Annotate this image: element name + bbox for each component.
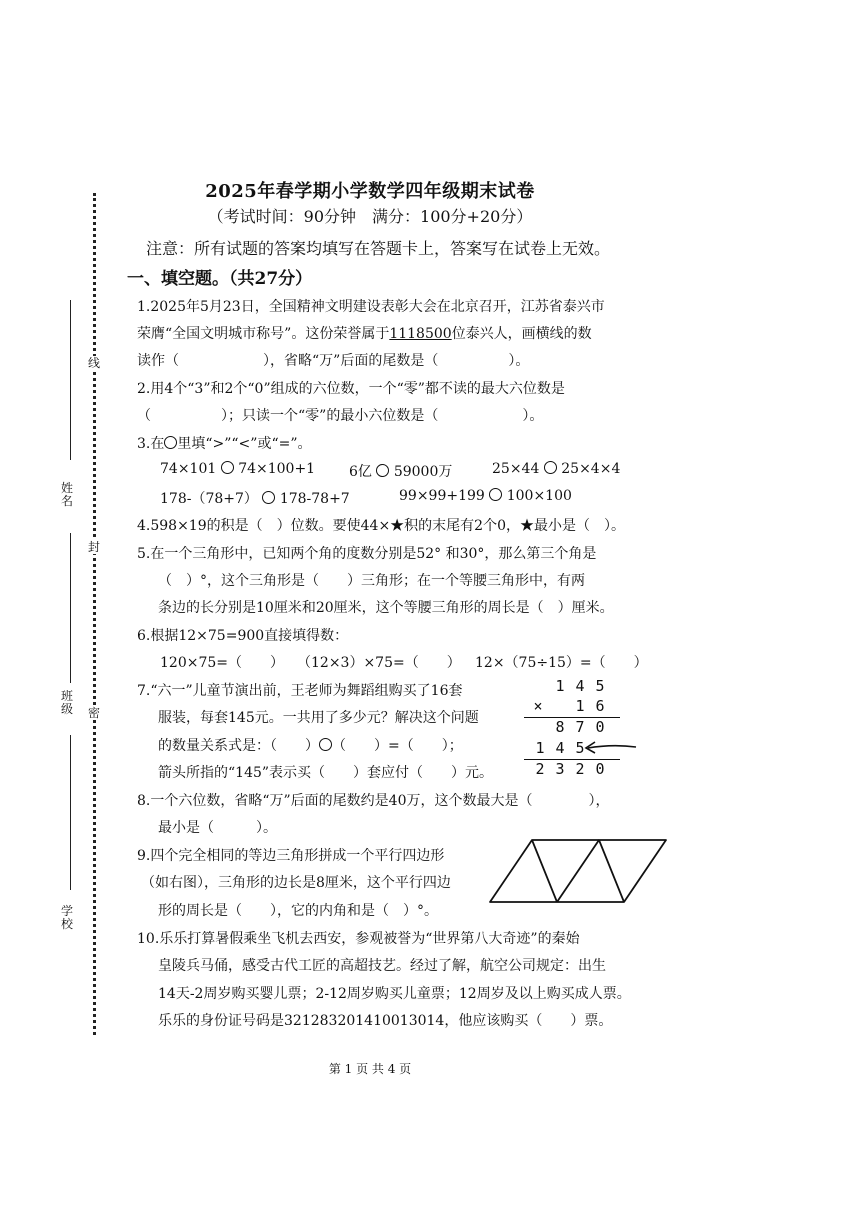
q10-line-3: 14天-2周岁购买婴儿票；2-12周岁购买儿童票；12周岁及以上购买成人票。: [158, 986, 631, 1002]
name-field-line: [70, 300, 71, 460]
q6-item-c: 12×（75÷15）=（ ）: [475, 655, 648, 671]
q3-item-2-left: 6亿: [349, 464, 372, 480]
q5-line-2: （ ）°，这个三角形是（ ）三角形；在一个等腰三角形中，有两: [158, 573, 585, 589]
page-title: 2025年春学期小学数学四年级期末试卷: [205, 181, 535, 202]
calc-digit: 5: [575, 739, 585, 757]
calc-digit: 8: [555, 718, 565, 736]
q7-line-3: [158, 735, 463, 755]
calc-digit: 3: [555, 760, 565, 778]
q5-line-1: 5.在一个三角形中，已知两个角的度数分别是52° 和30°，那么第三个角是: [137, 546, 597, 562]
q8-line-2: 最小是（ ）。: [158, 820, 277, 836]
q3-item-1: [160, 461, 315, 477]
operator-circle-icon: [319, 738, 332, 751]
class-field-label: 班级: [60, 689, 73, 716]
q3-item-1-left: 74×101: [160, 461, 217, 477]
q3-item-3: [492, 461, 620, 477]
binding-dotted-line: [93, 193, 96, 1035]
q10-line-2: 皇陵兵马俑，感受古代工匠的高超技艺。经过了解，航空公司规定：出生: [158, 958, 606, 974]
q1-line-3: 读作（ ），省略“万”后面的尾数是（ ）。: [137, 353, 530, 369]
arrow-left-icon: [582, 737, 638, 757]
calc-digit: 1: [535, 739, 545, 757]
q3-intro: [137, 433, 312, 453]
compare-circle-icon: [221, 461, 234, 474]
q3-item-5: [399, 488, 572, 504]
q3-item-3-right: 25×4×4: [561, 461, 621, 477]
q1-line-2a: 荣膺“全国文明城市称号”。这份荣誉属于: [137, 326, 390, 342]
calc-digit: 1: [575, 697, 585, 715]
q3-item-4-left: 178-（78+7）: [160, 491, 258, 507]
q2-line-1: 2.用4个“3”和2个“0”组成的六位数，一个“零”都不读的最大六位数是: [137, 381, 565, 397]
calc-digit: 0: [595, 718, 605, 736]
q3-item-3-left: 25×44: [492, 461, 540, 477]
multiply-sign: ×: [533, 697, 543, 715]
q9-line-1: 9.四个完全相同的等边三角形拼成一个平行四边形: [137, 848, 445, 864]
q6-item-a: 120×75=（ ）: [160, 655, 284, 671]
q1-line-2: [137, 323, 592, 343]
q3-item-2: [349, 461, 452, 481]
q2-line-2: （ ）；只读一个“零”的最小六位数是（ ）。: [137, 408, 544, 424]
q3-item-2-right: 59000万: [393, 464, 453, 480]
q9-line-3: 形的周长是（ ），它的内角和是（ ）°。: [158, 903, 438, 919]
q3-item-4: [160, 488, 350, 508]
calc-digit: 2: [575, 760, 585, 778]
q3-intro-b: 里填“>”“<”或“=”。: [177, 436, 312, 452]
calc-digit: 7: [575, 718, 585, 736]
q1-line-2b: 位泰兴人，画横线的数: [451, 326, 592, 342]
calc-digit: 4: [555, 739, 565, 757]
calc-digit: 6: [595, 697, 605, 715]
compare-circle-icon: [489, 488, 502, 501]
page-number: 第 1 页 共 4 页: [328, 1062, 412, 1076]
binding-char-mi: 密: [87, 706, 100, 720]
school-field-line: [70, 735, 71, 890]
q7-line-4: 箭头所指的“145”表示买（ ）套应付（ ）元。: [158, 765, 494, 781]
calc-digit: 2: [535, 760, 545, 778]
binding-char-xian: 线: [87, 356, 100, 370]
q8-line-1: 8.一个六位数，省略“万”后面的尾数约是40万，这个数最大是（ ），: [137, 793, 610, 809]
q7-line-1: 7.“六一”儿童节演出前，王老师为舞蹈组购买了16套: [137, 683, 463, 699]
exam-info: （考试时间：90分钟 满分：100分+20分）: [207, 207, 533, 226]
circle-icon: [164, 436, 177, 449]
q7-line-3b: （ ）=（ ）；: [332, 738, 463, 754]
section-title: 一、填空题。（共27分）: [127, 269, 313, 289]
q3-item-5-right: 100×100: [506, 488, 572, 504]
q6-intro: 6.根据12×75=900直接填得数：: [137, 628, 349, 644]
class-field-line: [70, 533, 71, 683]
notice: 注意：所有试题的答案均填写在答题卡上，答案写在试卷上无效。: [146, 239, 611, 258]
calc-digit: 5: [595, 677, 605, 695]
q1-underlined-number: 1118500: [389, 326, 452, 342]
q10-line-1: 10.乐乐打算暑假乘坐飞机去西安，参观被誉为“世界第八大奇迹”的秦始: [137, 931, 580, 947]
q6-item-b: （12×3）×75=（ ）: [297, 655, 461, 671]
calc-digit: 1: [555, 677, 565, 695]
q3-intro-a: 3.在: [137, 436, 165, 452]
calc-digit: 0: [595, 760, 605, 778]
q3-item-1-right: 74×100+1: [238, 461, 316, 477]
parallelogram-figure: [488, 836, 670, 906]
calc-digit: 4: [575, 677, 585, 695]
compare-circle-icon: [544, 461, 557, 474]
binding-char-feng: 封: [87, 540, 100, 554]
q5-line-3: 条边的长分别是10厘米和20厘米，这个等腰三角形的周长是（ ）厘米。: [158, 600, 614, 616]
compare-circle-icon: [376, 464, 389, 477]
q7-line-3a: 的数量关系式是：（ ）: [158, 738, 319, 754]
q4-line: 4.598×19的积是（ ）位数。要使44×★积的末尾有2个0，★最小是（ ）。: [137, 518, 625, 534]
q9-line-2: （如右图），三角形的边长是8厘米，这个平行四边: [141, 875, 451, 891]
q7-line-2: 服装，每套145元。一共用了多少元？解决这个问题: [158, 710, 479, 726]
name-field-label: 姓名: [60, 481, 73, 508]
q3-item-5-left: 99×99+199: [399, 488, 485, 504]
q3-item-4-right: 178-78+7: [279, 491, 350, 507]
q10-line-4: 乐乐的身份证号码是321283201410013014，他应该购买（ ）票。: [158, 1013, 613, 1029]
compare-circle-icon: [262, 491, 275, 504]
school-field-label: 学校: [60, 904, 73, 931]
q1-line-1: 1.2025年5月23日，全国精神文明建设表彰大会在北京召开，江苏省泰兴市: [137, 299, 605, 315]
